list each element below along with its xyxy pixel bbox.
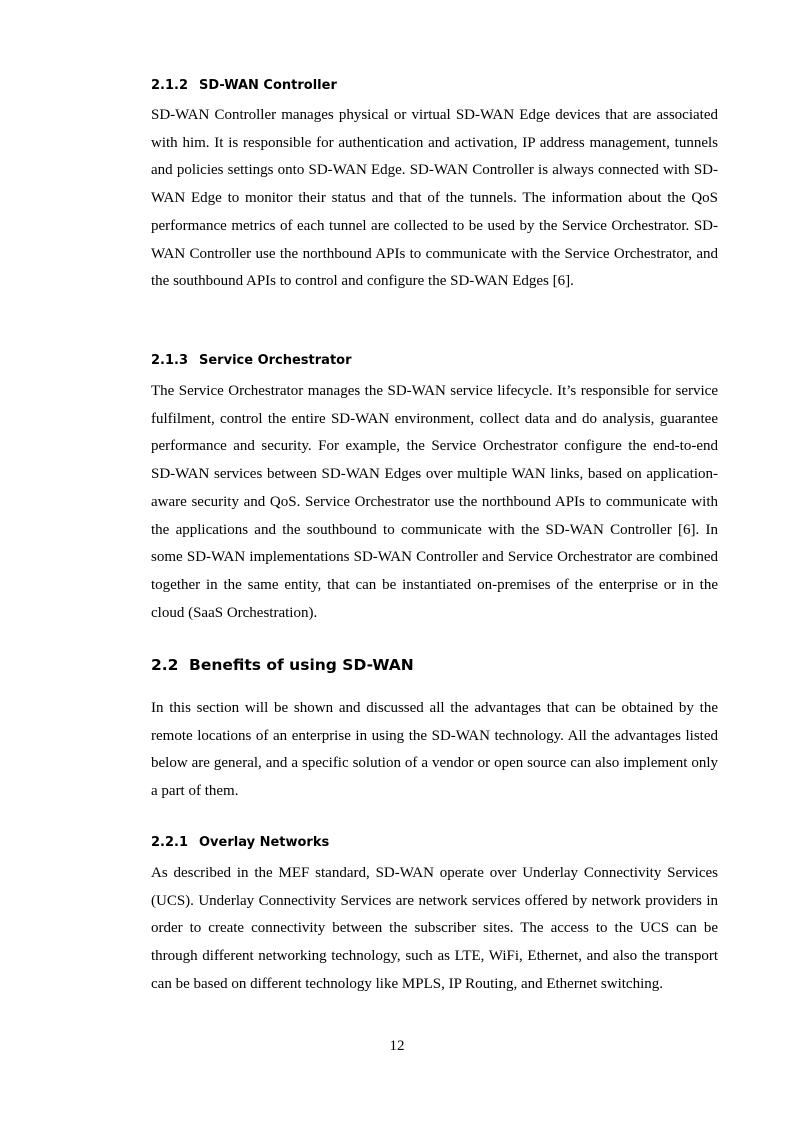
section-heading-2-1-3 [151,353,352,368]
section-title: Benefits of using SD-WAN [189,656,414,674]
section-number: 2.1.2 [151,78,189,93]
section-number: 2.2 [151,656,179,674]
section-paragraph: In this section will be shown and discussed all the advantages that can be obtained by the remote locations of an enterprise in using the SD-WAN technology. All the advantages listed below are general, and a specific solution of a vendor or open source can also implement only a part of them. [151,700,718,800]
section-heading-2-2-1 [151,835,329,850]
section-title: Overlay Networks [199,835,330,850]
section-title: SD-WAN Controller [199,78,337,93]
section-paragraph: The Service Orchestrator manages the SD-WAN service lifecycle. It’s responsible for service fulfilment, control the entire SD-WAN environment, collect data and do analysis, guarantee performance and security. For example, the Service Orchestrator configure the end-to-end SD-WAN services between SD-WAN Edges over multiple WAN links, based on application-aware security and QoS. Service Orchestrator use the northbound APIs to communicate with the applications and the southbound to communicate with the SD-WAN Controller [6]. In some SD-WAN implementations SD-WAN Controller and Service Orchestrator are combined together in the same entity, that can be instantiated on-premises of the enterprise or in the cloud (SaaS Orchestration). [151,383,718,621]
page-number: 12 [389,1038,405,1054]
section-number: 2.2.1 [151,835,189,850]
section-paragraph: As described in the MEF standard, SD-WAN operate over Underlay Connectivity Services (UCS). Underlay Connectivity Services are network services offered by network providers in order to create connectivity between the subscriber sites. The access to the UCS can be through different networking technology, such as LTE, WiFi, Ethernet, and also the transport can be based on different technology like MPLS, IP Routing, and Ethernet switching. [151,865,718,992]
section-number: 2.1.3 [151,353,189,368]
section-paragraph: SD-WAN Controller manages physical or virtual SD-WAN Edge devices that are associated with him. It is responsible for authentication and activation, IP address management, tunnels and policies settings onto SD-WAN Edge. SD-WAN Controller is always connected with SD-WAN Edge to monitor their status and that of the tunnels. The information about the QoS performance metrics of each tunnel are collected to be used by the Service Orchestrator. SD-WAN Controller use the northbound APIs to communicate with the Service Orchestrator, and the southbound APIs to control and configure the SD-WAN Edges [6]. [151,107,718,290]
section-heading-2-1-2 [151,78,337,93]
section-heading-2-2 [151,656,414,674]
section-title: Service Orchestrator [199,353,352,368]
